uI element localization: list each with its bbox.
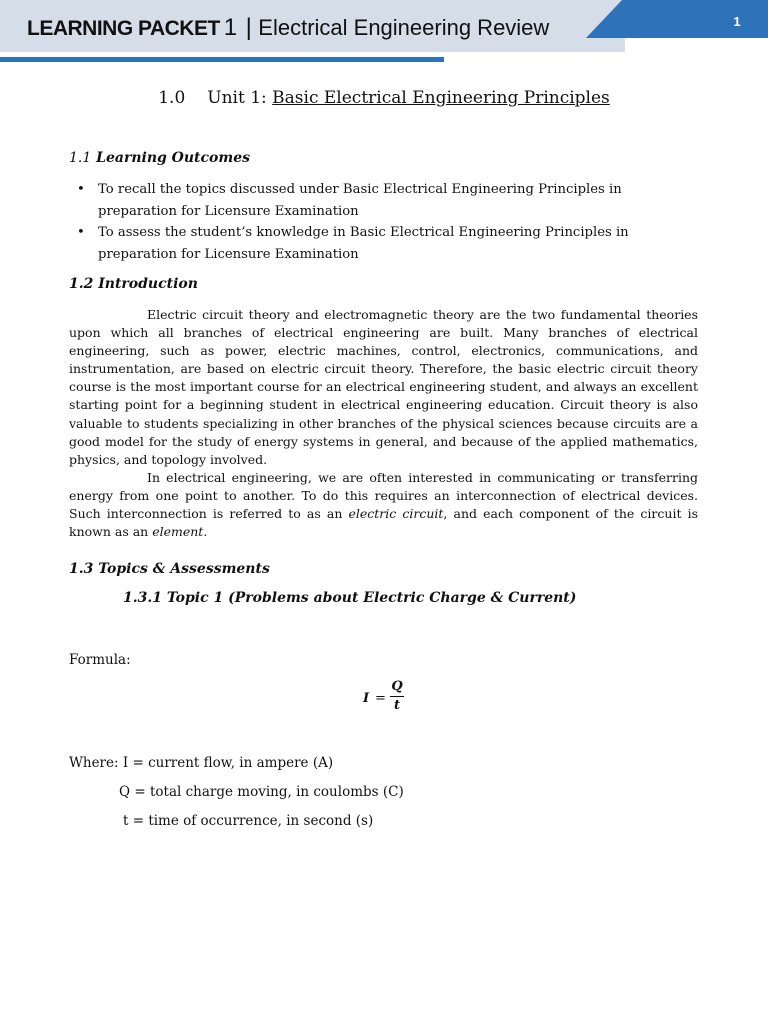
list-item-line: preparation for Licensure Examination xyxy=(98,246,359,262)
intro-text: In electrical engineering, we are often interested in communicating or transferring energy from one point to another. To do this requires an interconnection of electrical devices. Such interconnection is referred to as an xyxy=(69,469,698,522)
intro-paragraph-2 xyxy=(69,469,698,541)
list-item-line: To recall the topics discussed under Basic Electrical Engineering Principles in xyxy=(98,182,622,197)
header-title xyxy=(27,14,549,42)
formula-numerator: Q xyxy=(391,679,403,694)
list-item-line: To assess the student’s knowledge in Basic Electrical Engineering Principles in xyxy=(98,225,629,240)
topics-heading: 1.3 Topics & Assessments xyxy=(69,561,270,577)
unit-label: Unit 1: xyxy=(207,88,267,108)
bullet-icon: • xyxy=(77,225,85,240)
fraction-bar xyxy=(390,696,404,697)
intro-paragraph-1: Electric circuit theory and electromagnetic theory are the two fundamental theories upon which all branches of electrical engineering are built. Many branches of electrical engineering, such as power, electric machines, control, electronics, communications, and instrumentation, are based on electric circuit theory. Therefore, the basic electric circuit theory course is the most important course for an electrical engineering student, and always an excellent starting point for a beginning student in electrical engineering education. Circuit theory is also valuable to students specializing in other branches of the physical sciences because circuits are a good model for the study of energy systems in general, and because of the applied mathematics, physics, and topology involved. xyxy=(69,307,698,467)
bullet-icon: • xyxy=(77,182,85,197)
section-title: Learning Outcomes xyxy=(96,150,250,166)
unit-title xyxy=(0,88,768,108)
where-line-time: t = time of occurrence, in second (s) xyxy=(123,813,374,829)
formula-lhs: I xyxy=(363,691,370,706)
introduction-heading: 1.2 Introduction xyxy=(69,276,198,292)
section-number: 1.1 xyxy=(69,150,92,166)
list-item-line: preparation for Licensure Examination xyxy=(98,203,359,219)
page-header xyxy=(0,0,768,55)
formula-fraction xyxy=(390,679,404,714)
header-subtitle: Electrical Engineering Review xyxy=(258,15,550,40)
formula-label: Formula: xyxy=(69,652,131,668)
learning-outcomes-heading xyxy=(69,150,250,166)
page-number: 1 xyxy=(733,14,741,29)
header-separator: | xyxy=(245,14,252,41)
learning-outcomes-list xyxy=(77,179,677,265)
topic-1-heading: 1.3.1 Topic 1 (Problems about Electric Charge & Current) xyxy=(123,590,577,606)
packet-label: LEARNING PACKET xyxy=(27,17,220,40)
term-electric-circuit: electric circuit xyxy=(348,506,444,522)
header-rule xyxy=(0,57,444,62)
unit-number: 1.0 xyxy=(158,88,186,108)
list-item xyxy=(77,222,677,265)
list-item xyxy=(77,179,677,222)
packet-number: 1 xyxy=(223,14,238,41)
intro-text: , and each component of the circuit is known as an xyxy=(69,506,698,540)
where-line-charge: Q = total charge moving, in coulombs (C) xyxy=(119,784,404,800)
introduction-body xyxy=(69,306,698,541)
formula-equals: = xyxy=(375,691,386,706)
where-line-current: Where: I = current flow, in ampere (A) xyxy=(69,755,334,771)
formula-denominator: t xyxy=(393,698,400,713)
term-element: element. xyxy=(152,524,208,540)
unit-title-text: Basic Electrical Engineering Principles xyxy=(272,88,610,108)
